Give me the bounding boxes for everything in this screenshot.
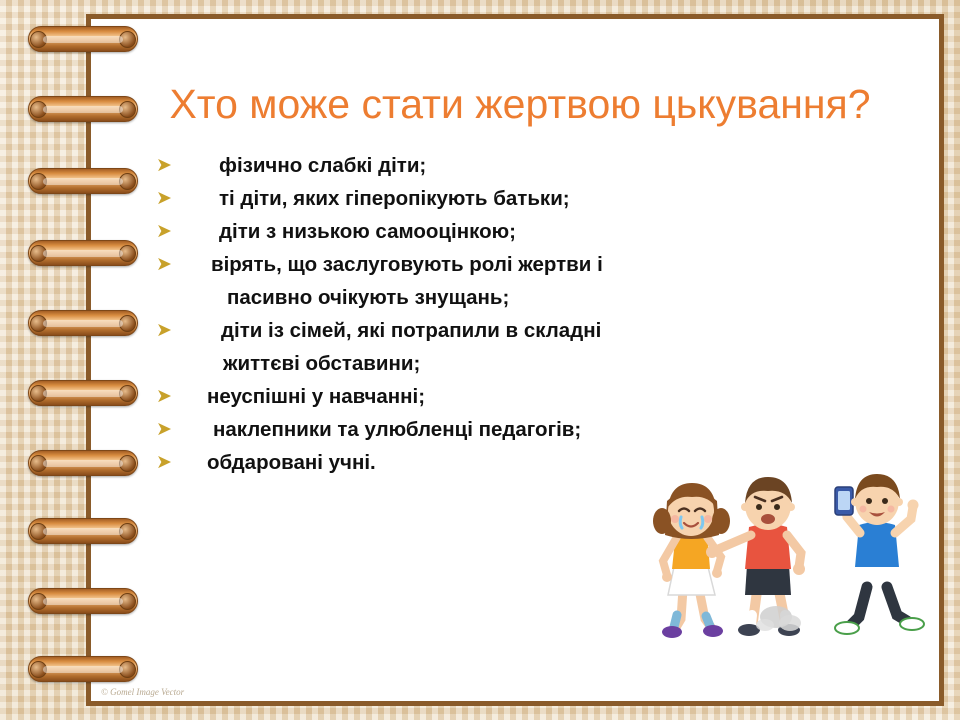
list-item-label: фізично слабкі діти; bbox=[219, 154, 427, 177]
spiral-ring bbox=[28, 168, 138, 194]
ring-hole-right-icon bbox=[119, 593, 136, 610]
arrow-bullet-icon: ➤ bbox=[156, 320, 172, 341]
list-item bbox=[151, 217, 871, 247]
list-item-label: діти з низькою самооцінкою; bbox=[219, 220, 516, 243]
spiral-ring bbox=[28, 450, 138, 476]
list-item-label: вірять, що заслуговують ролі жертви і bbox=[211, 253, 603, 276]
spiral-ring bbox=[28, 310, 138, 336]
watermark-text: © Gomel Image Vector bbox=[101, 687, 185, 697]
list-item bbox=[151, 382, 871, 412]
list-item bbox=[151, 250, 871, 280]
list-item-label: наклепники та улюбленці педагогів; bbox=[213, 418, 582, 441]
arrow-bullet-icon: ➤ bbox=[156, 188, 172, 209]
ring-hole-left-icon bbox=[30, 315, 47, 332]
arrow-bullet-icon: ➤ bbox=[156, 155, 172, 176]
arrow-bullet-icon: ➤ bbox=[156, 221, 172, 242]
list-item bbox=[151, 316, 871, 346]
ring-hole-right-icon bbox=[119, 31, 136, 48]
list-item-label: пасивно очікують знущань; bbox=[227, 286, 510, 309]
ring-hole-left-icon bbox=[30, 455, 47, 472]
ring-hole-right-icon bbox=[119, 661, 136, 678]
ring-hole-left-icon bbox=[30, 173, 47, 190]
ring-hole-left-icon bbox=[30, 101, 47, 118]
list-item-continuation bbox=[151, 283, 871, 313]
ring-hole-left-icon bbox=[30, 523, 47, 540]
ring-hole-left-icon bbox=[30, 245, 47, 262]
bullet-list bbox=[151, 151, 871, 481]
three-children-bullying-illustration bbox=[571, 439, 960, 649]
ring-hole-left-icon bbox=[30, 661, 47, 678]
ring-hole-right-icon bbox=[119, 315, 136, 332]
ring-hole-right-icon bbox=[119, 173, 136, 190]
arrow-bullet-icon: ➤ bbox=[156, 419, 172, 440]
ring-hole-right-icon bbox=[119, 385, 136, 402]
list-item-label: обдаровані учні. bbox=[207, 451, 376, 474]
spiral-ring bbox=[28, 518, 138, 544]
list-item-label: неуспішні у навчанні; bbox=[207, 385, 426, 408]
list-item bbox=[151, 184, 871, 214]
ring-hole-left-icon bbox=[30, 31, 47, 48]
spiral-ring bbox=[28, 96, 138, 122]
list-item-continuation bbox=[151, 349, 871, 379]
list-item-label: діти із сімей, які потрапили в складні bbox=[221, 319, 602, 342]
ring-hole-right-icon bbox=[119, 523, 136, 540]
arrow-bullet-icon: ➤ bbox=[156, 386, 172, 407]
spiral-ring bbox=[28, 240, 138, 266]
ring-hole-right-icon bbox=[119, 455, 136, 472]
arrow-bullet-icon: ➤ bbox=[156, 452, 172, 473]
paper-sheet bbox=[86, 14, 944, 706]
page-title: Хто може стати жертвою цькування? bbox=[169, 81, 871, 127]
ring-hole-right-icon bbox=[119, 101, 136, 118]
dust-puff-icon bbox=[756, 606, 801, 631]
ring-hole-right-icon bbox=[119, 245, 136, 262]
spiral-ring bbox=[28, 26, 138, 52]
arrow-bullet-icon: ➤ bbox=[156, 254, 172, 275]
list-item-label: ті діти, яких гіперопікують батьки; bbox=[219, 187, 570, 210]
spiral-ring bbox=[28, 588, 138, 614]
boy-with-phone-figure bbox=[835, 474, 924, 634]
crying-girl-figure bbox=[653, 483, 730, 638]
spiral-ring bbox=[28, 380, 138, 406]
spiral-ring bbox=[28, 656, 138, 682]
list-item bbox=[151, 151, 871, 181]
ring-hole-left-icon bbox=[30, 385, 47, 402]
ring-hole-left-icon bbox=[30, 593, 47, 610]
list-item-label: життєві обставини; bbox=[223, 352, 421, 375]
